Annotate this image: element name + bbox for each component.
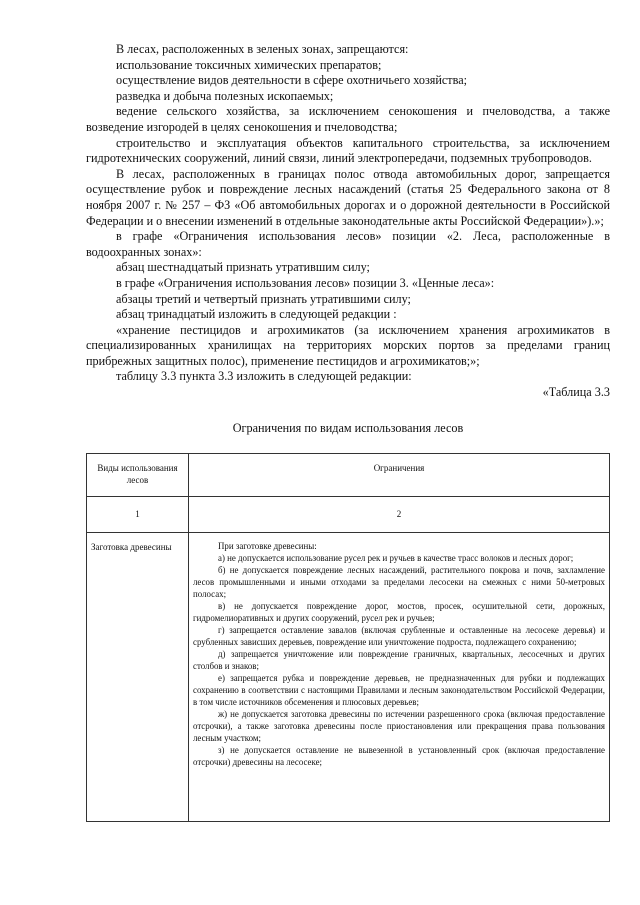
restriction-item: При заготовке древесины: (218, 540, 317, 551)
paragraph: таблицу 3.3 пункта 3.3 изложить в следующей редакции: (116, 369, 412, 384)
paragraph: ведение сельского хозяйства, за исключением сенокошения и пчеловодства, а также возведение изгородей в целях сенокошения и пчеловодства; (86, 104, 610, 134)
paragraph: «хранение пестицидов и агрохимикатов (за исключением хранения агрохимикатов в специализированных хранилищах на территориях морских портов за пределами границ прибрежных защитных полос), применение пестицидов и агрохимикатов;»; (86, 322, 610, 368)
paragraph: абзацы третий и четвертый признать утратившими силу; (116, 291, 411, 306)
table-label: «Таблица 3.3 (542, 385, 610, 400)
table-number-row (87, 496, 610, 532)
document-page (86, 42, 610, 822)
restriction-item: б) не допускается повреждение лесных насаждений, растительного покрова и почв, захламление лесов промышленными и иными отходами за пределами лесосеки на смежных с ними 50-метровых полосах; (193, 564, 605, 599)
column-number-1: 1 (87, 496, 189, 532)
header-forest-use-types: Виды использования лесов (87, 453, 189, 496)
table-header-row (87, 453, 610, 496)
row-restrictions-list (189, 532, 610, 821)
table-title: Ограничения по видам использования лесов (232, 420, 464, 435)
paragraph: В лесах, расположенных в границах полос отвода автомобильных дорог, запрещается осуществление рубок и повреждение лесных насаждений (статья 25 Федерального закона от 8 ноября 2007 г. № 257 – ФЗ «Об автомобильных дорогах и о дорожной деятельности в Российской Федерации и о внесении изменений в отдельные законодательные акты Российской Федерации»).»; (86, 166, 610, 228)
paragraph: осуществление видов деятельности в сфере охотничьего хозяйства; (116, 73, 468, 88)
paragraph: абзац шестнадцатый признать утратившим силу; (116, 260, 370, 275)
paragraph: В лесах, расположенных в зеленых зонах, запрещаются: (116, 42, 409, 56)
paragraph: разведка и добыча полезных ископаемых; (116, 88, 334, 103)
restriction-item: ж) не допускается заготовка древесины по истечении разрешенного срока (включая предоставление отсрочки), а также заготовка древесины после приостановления или прекращения права пользования лесным участком; (193, 708, 605, 743)
paragraph: в графе «Ограничения использования лесов» позиции 3. «Ценные леса»: (116, 275, 495, 290)
restrictions-table (86, 453, 610, 822)
paragraph: абзац тринадцатый изложить в следующей редакции : (116, 307, 397, 322)
restriction-item: д) запрещается уничтожение или повреждение граничных, квартальных, лесосечных и других столбов и знаков; (193, 648, 605, 671)
restriction-item: в) не допускается повреждение дорог, мостов, просек, осушительной сети, дорожных, гидромелиоративных и других сооружений, русел рек и ручьев; (193, 600, 605, 623)
row-forest-use-type: Заготовка древесины (87, 532, 189, 821)
restriction-item: г) запрещается оставление завалов (включая срубленные и оставленные на лесосеке деревья) и срубленных зависших деревьев, повреждение или уничтожение подроста, подлежащего сохранению; (193, 624, 605, 647)
restriction-item: з) не допускается оставление не вывезенной в установленный срок (включая предоставление отсрочки) древесины на лесосеке; (193, 744, 605, 767)
paragraph: использование токсичных химических препаратов; (116, 57, 382, 72)
table-row (87, 532, 610, 821)
column-number-2: 2 (189, 496, 610, 532)
body-text (86, 42, 610, 385)
header-restrictions: Ограничения (189, 453, 610, 496)
restriction-item: а) не допускается использование русел рек и ручьев в качестве трасс волоков и лесных дорог; (218, 552, 574, 563)
paragraph: в графе «Ограничения использования лесов» позиции «2. Леса, расположенные в водоохранных зонах»: (86, 229, 610, 259)
paragraph: строительство и эксплуатация объектов капитального строительства, за исключением гидротехнических сооружений, линий связи, линий электропередачи, подземных трубопроводов. (86, 135, 610, 166)
restriction-item: е) запрещается рубка и повреждение деревьев, не предназначенных для рубки и подлежащих сохранению в соответствии с настоящими Правилами и лесным законодательством Российской Федерации, в том числе источников обсеменения и плюсовых деревьев; (193, 672, 605, 707)
